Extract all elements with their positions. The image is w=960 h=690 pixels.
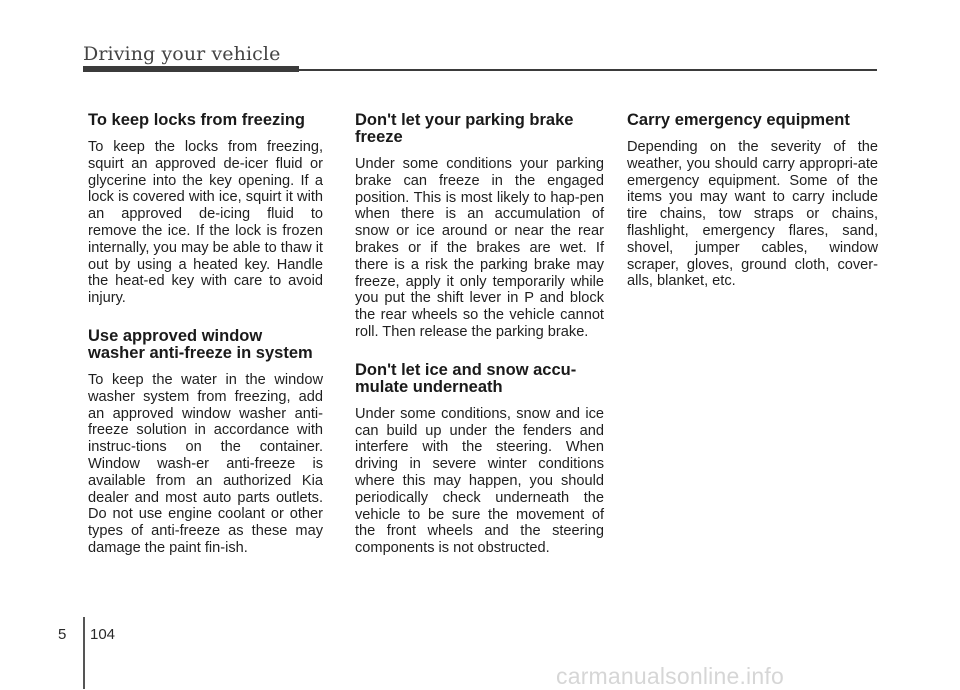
section-heading-parking-brake: Don't let your parking brake freeze [355, 111, 574, 146]
column-middle [355, 112, 604, 578]
column-left [88, 112, 323, 578]
footer-page-number: 104 [90, 626, 116, 643]
section-body-emergency: Depending on the severity of the weather, you should carry appropri-ate emergency equipment. Some of the items you may want to carry include tire chains, tow straps or chains, flashlight, emergency flares, sand, shovel, jumper cables, window scraper, gloves, ground cloth, cover-alls, blanket, etc. [627, 139, 878, 290]
header-rule-thin [299, 69, 877, 71]
watermark-text: carmanualsonline.info [556, 663, 784, 689]
section-body-washer: To keep the water in the window washer system from freezing, add an approved window washer anti-freeze solution in accordance with instruc-tions on the container. Window wash-er anti-freeze is available from an authorized Kia dealer and most auto parts outlets. Do not use engine coolant or other types of anti-freeze as these may damage the paint fin-ish. [88, 371, 323, 556]
section-heading-washer: Use approved window washer anti-freeze in system [88, 326, 313, 362]
section-heading-ice-snow: Don't let ice and snow accu-mulate underneath [355, 360, 577, 396]
footer-chapter-number: 5 [58, 626, 67, 643]
page-header-title: Driving your vehicle [83, 43, 281, 65]
section-body-ice-snow: Under some conditions, snow and ice can build up under the fenders and interfere with the steering. When driving in severe winter conditions where this may happen, you should periodically check underneath the vehicle to be sure the movement of the front wheels and the steering components is not obstructed. [355, 405, 604, 557]
column-right [627, 112, 878, 311]
section-heading-locks: To keep locks from freezing [88, 111, 305, 129]
header-rule-thick [83, 66, 299, 72]
section-heading-emergency: Carry emergency equipment [627, 111, 850, 129]
section-body-locks: To keep the locks from freezing, squirt an approved de-icer fluid or glycerine into the key opening. If a lock is covered with ice, squirt it with an approved de-icing fluid to remove the ice. If the lock is frozen internally, you may be able to thaw it out by using a heated key. Handle the heat-ed key with care to avoid injury. [88, 139, 323, 307]
section-body-parking-brake: Under some conditions your parking brake can freeze in the engaged position. This is most likely to hap-pen when there is an accumulation of snow or ice around or near the rear brakes or if the brakes are wet. If there is a risk the parking brake may freeze, apply it only temporarily while you put the shift lever in P and block the rear wheels so the vehicle cannot roll. Then release the parking brake. [355, 156, 604, 340]
footer-divider [83, 617, 85, 689]
